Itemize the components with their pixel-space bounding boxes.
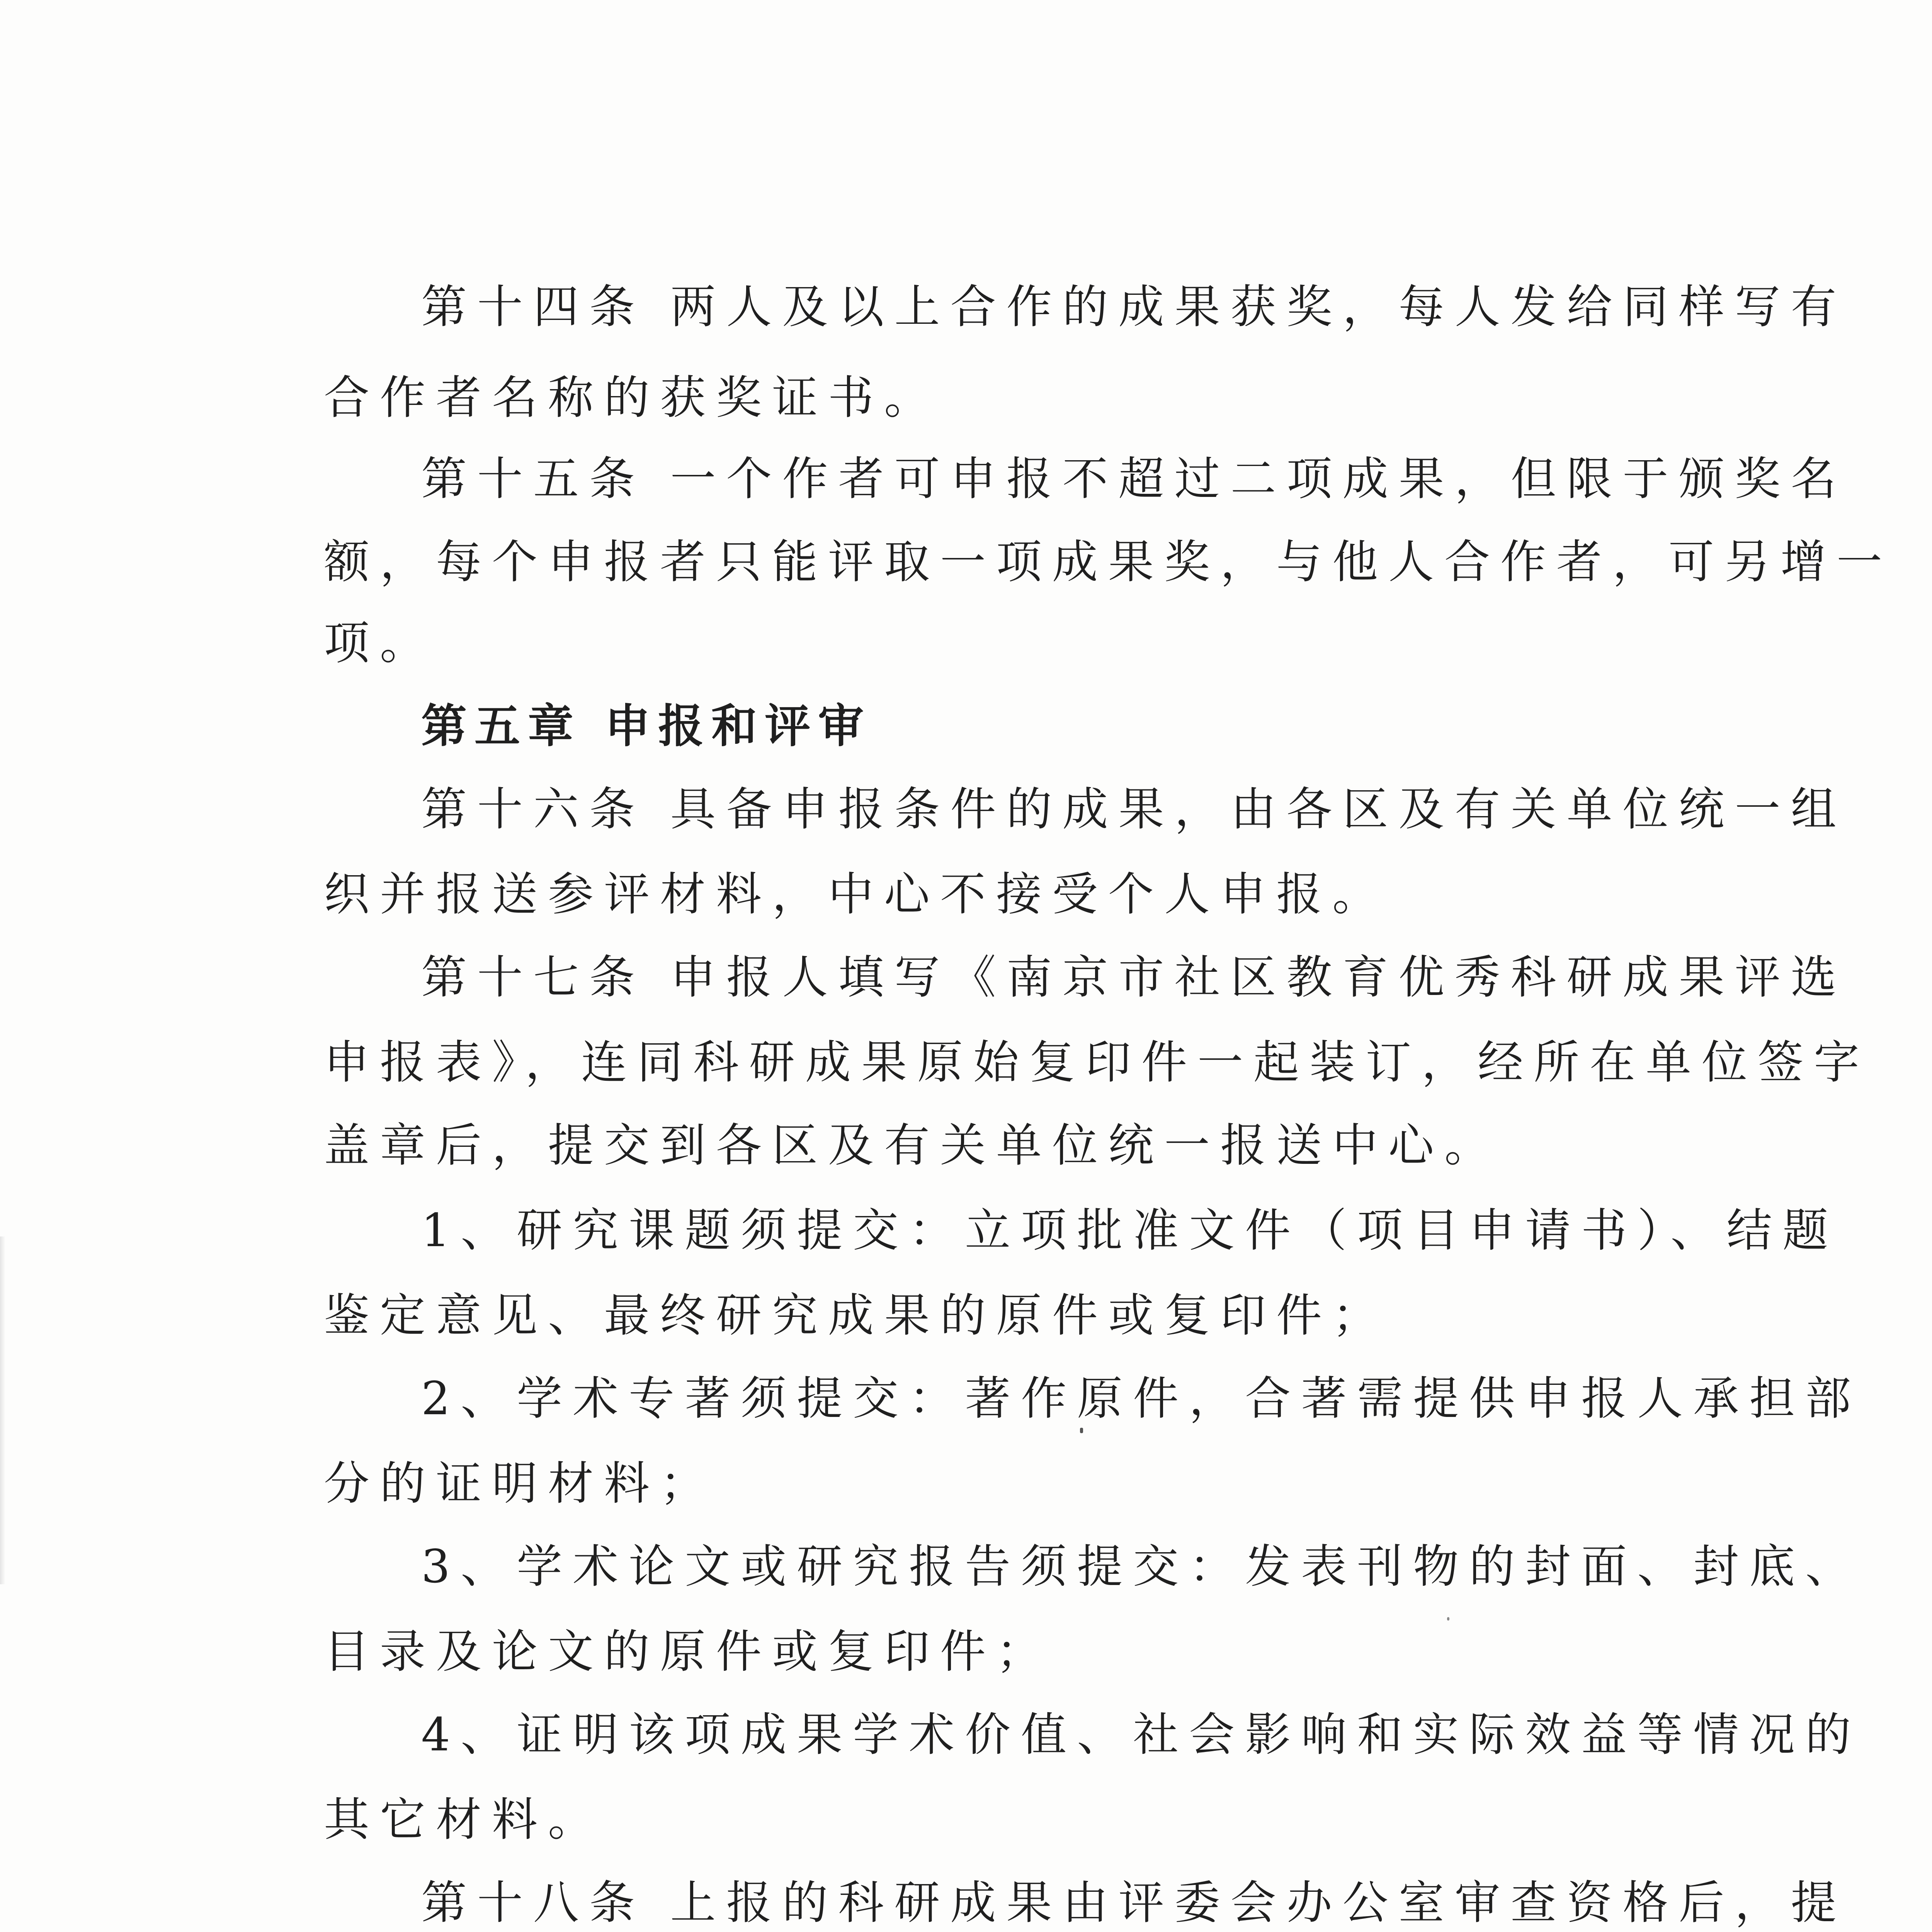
item-3-line-1: 3、学术论文或研究报告须提交：发表刊物的封面、封底、	[421, 1540, 1862, 1593]
article-15-line-2: 额，每个申报者只能评取一项成果奖，与他人合作者，可另增一	[324, 535, 1893, 588]
article-15-line-3: 项。	[324, 616, 436, 670]
item-4-line-2: 其它材料。	[324, 1793, 604, 1846]
item-2-line-2: 分的证明材料；	[324, 1457, 716, 1510]
item-1-line-2: 鉴定意见、最终研究成果的原件或复印件；	[324, 1289, 1389, 1342]
article-17-line-3: 盖章后，提交到各区及有关单位统一报送中心。	[324, 1119, 1501, 1172]
item-3-line-2: 目录及论文的原件或复印件；	[324, 1625, 1053, 1678]
article-14-line-2: 合作者名称的获奖证书。	[324, 371, 940, 424]
article-16-line-1: 第十六条 具备申报条件的成果，由各区及有关单位统一组	[421, 782, 1847, 836]
article-17-line-1: 第十七条 申报人填写《南京市社区教育优秀科研成果评选	[421, 951, 1847, 1004]
article-18-line-1: 第十八条 上报的科研成果由评委会办公室审查资格后，提	[421, 1876, 1847, 1929]
scan-speck	[1447, 1617, 1449, 1621]
scan-speck	[1080, 1428, 1083, 1433]
scan-edge-shadow	[0, 1236, 5, 1584]
article-17-line-2: 申报表》，连同科研成果原始复印件一起装订，经所在单位签字	[324, 1036, 1870, 1089]
item-1-line-1: 1、研究课题须提交：立项批准文件（项目申请书）、结题	[421, 1204, 1839, 1257]
item-2-line-1: 2、学术专著须提交：著作原件，合著需提供申报人承担部	[421, 1372, 1862, 1425]
item-4-line-1: 4、证明该项成果学术价值、社会影响和实际效益等情况的	[421, 1708, 1862, 1761]
chapter-5-heading: 第五章 申报和评审	[421, 699, 872, 753]
article-14-line-1: 第十四条 两人及以上合作的成果获奖，每人发给同样写有	[421, 280, 1847, 333]
article-16-line-2: 织并报送参评材料，中心不接受个人申报。	[324, 867, 1389, 921]
article-15-line-1: 第十五条 一个作者可申报不超过二项成果，但限于颁奖名	[421, 452, 1847, 505]
